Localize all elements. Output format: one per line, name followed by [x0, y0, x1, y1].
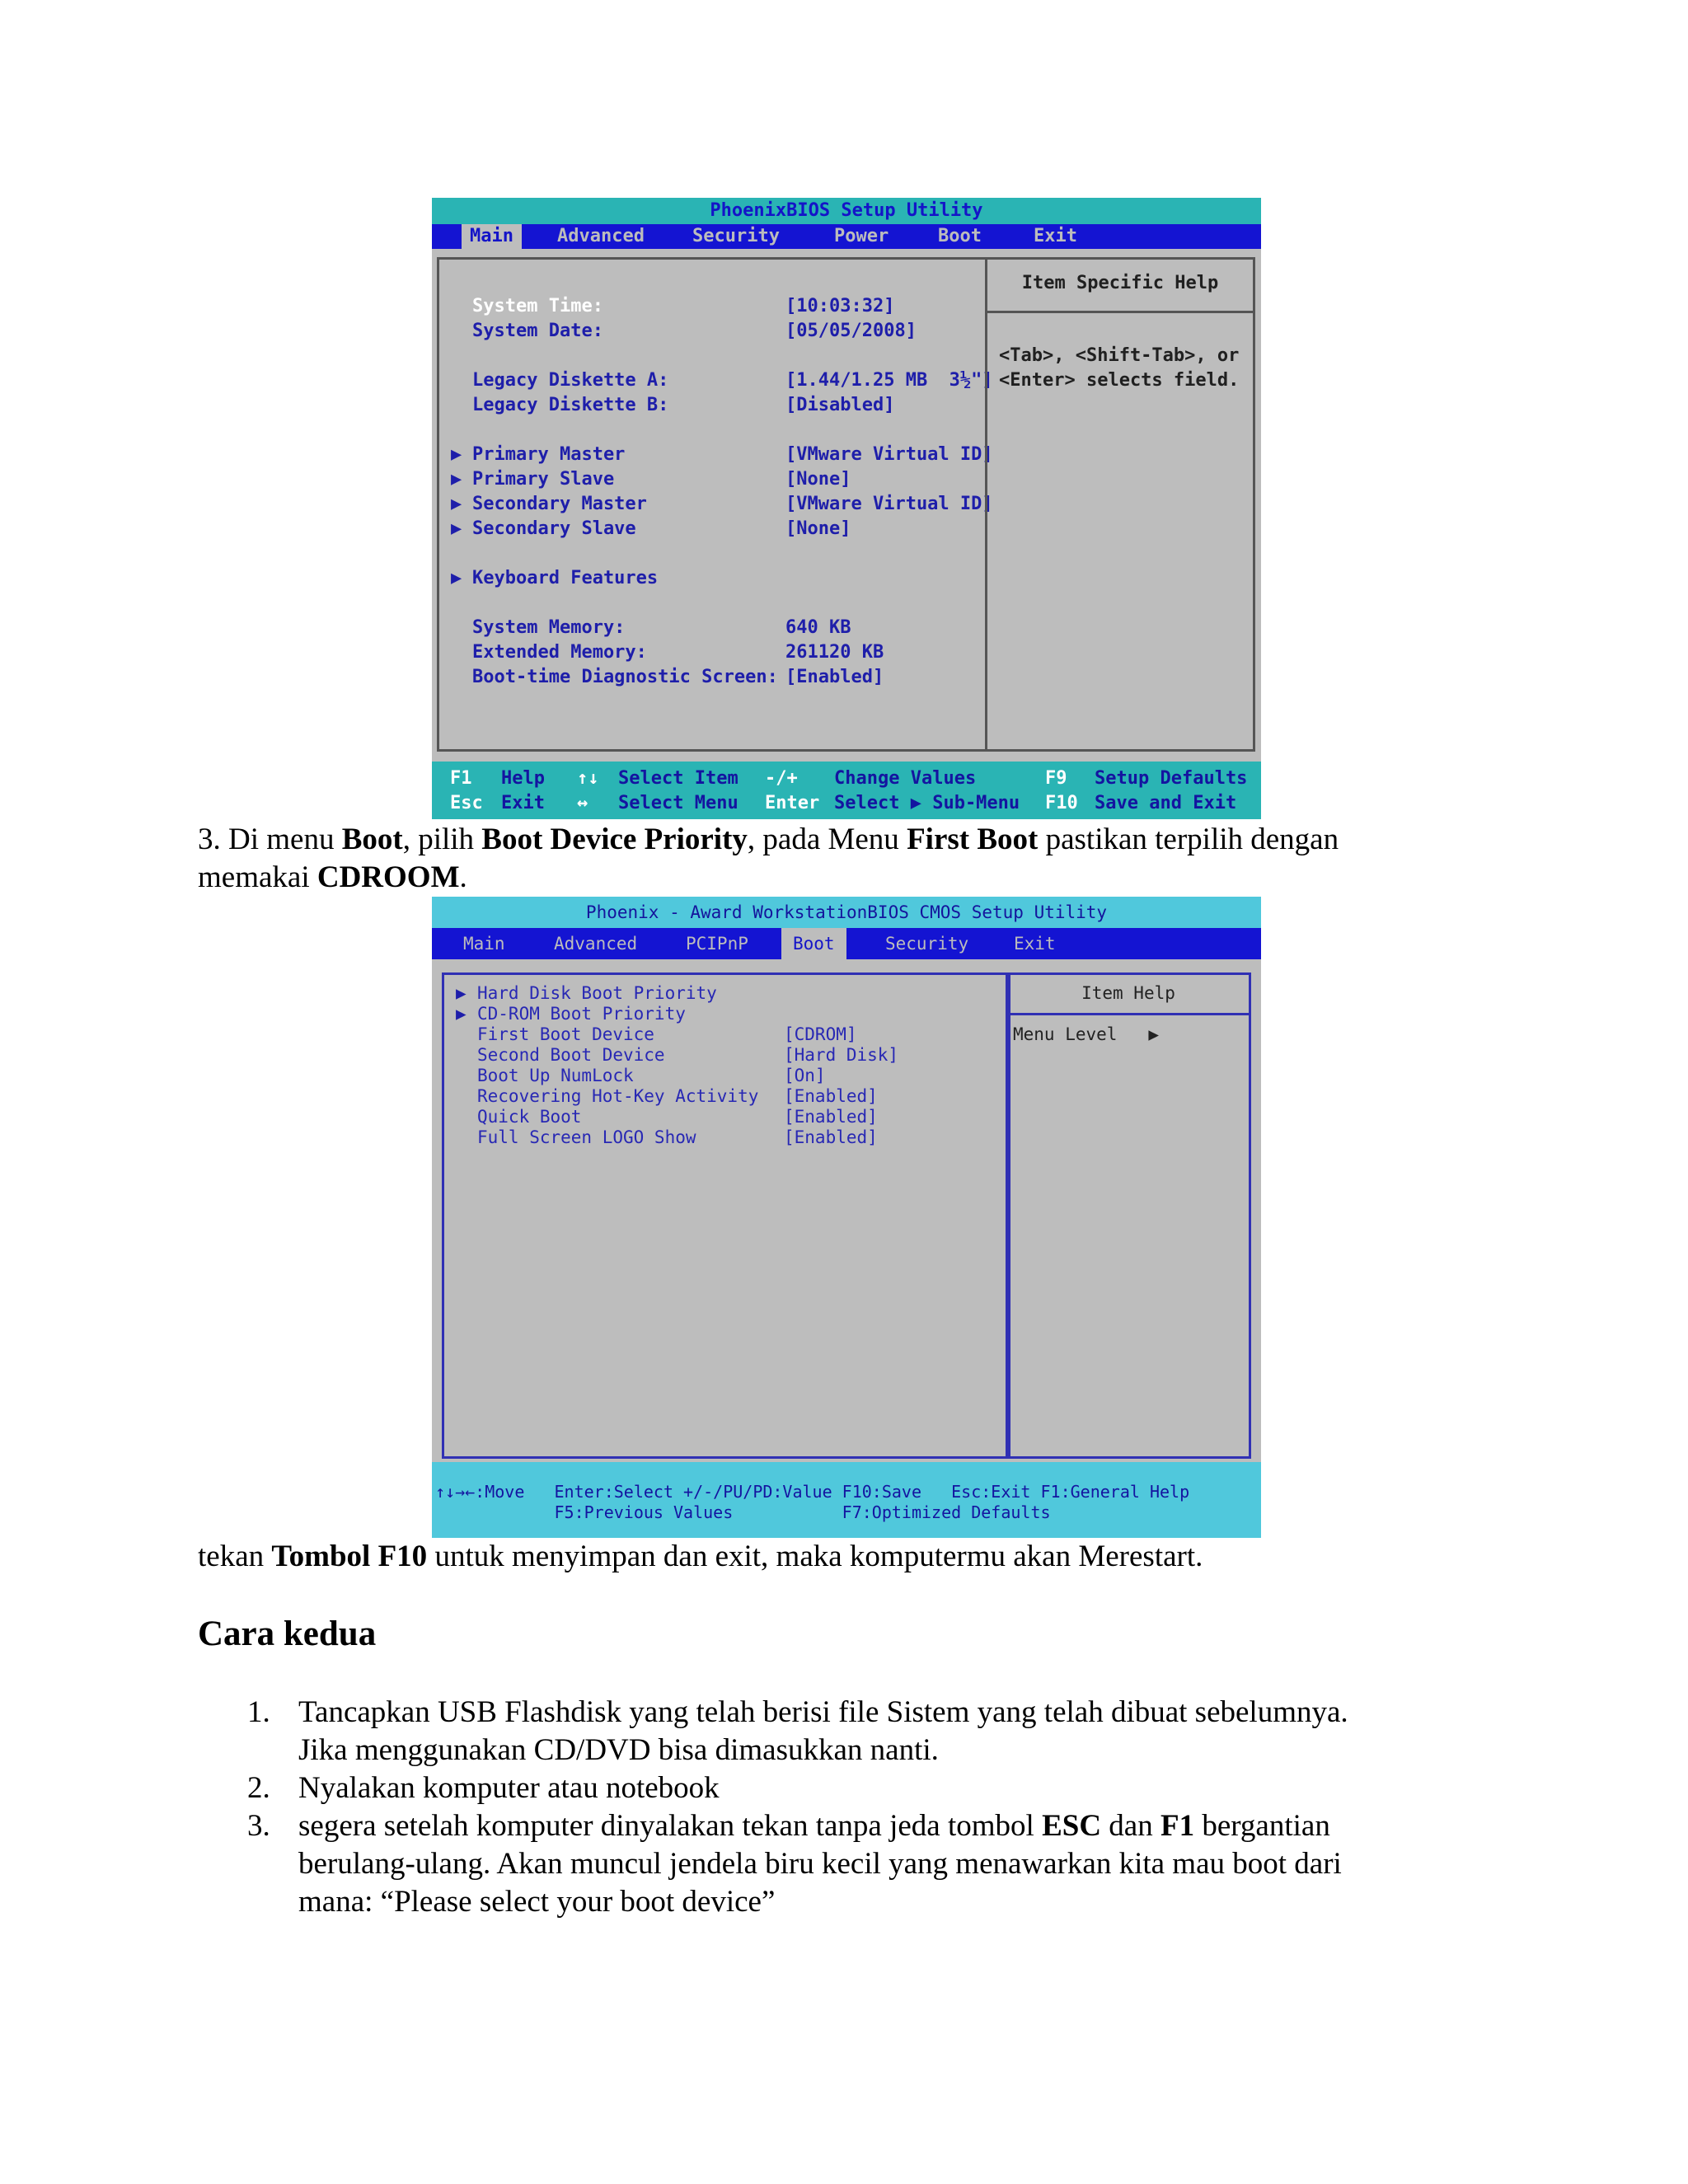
help-text: <Tab>, <Shift-Tab>, or: [999, 345, 1240, 366]
bios-footer: [432, 762, 1261, 819]
submenu-arrow-icon: ▶: [451, 494, 462, 514]
text: untuk menyimpan dan exit, maka komputermu akan Merestart.: [427, 1540, 1203, 1573]
setting-label: Full Screen LOGO Show: [477, 1127, 696, 1147]
setting-label: Primary Master: [472, 444, 626, 465]
list-number: 3.: [247, 1809, 270, 1843]
footer-key: ↔: [577, 793, 588, 813]
footer-key: F10: [1045, 793, 1078, 813]
setting-value: [Enabled]: [784, 1127, 878, 1147]
instruction-line: [198, 859, 1517, 897]
footer-key: F1: [450, 768, 472, 789]
bold-text: Tombol F10: [271, 1540, 428, 1573]
bios-settings-panel: [442, 972, 1010, 1459]
bios-menu-exit: Exit: [1014, 934, 1056, 954]
list-item: [247, 1807, 1566, 1921]
footer-key: ↑↓: [577, 768, 599, 789]
setting-label: Legacy Diskette B:: [472, 395, 669, 415]
steps-list: [247, 1694, 1566, 1921]
setting-label: First Boot Device: [477, 1024, 654, 1044]
instruction-paragraph: [198, 1538, 1517, 1576]
text-line: Tancapkan USB Flashdisk yang telah berisi file Sistem yang telah dibuat sebelumnya.: [298, 1695, 1348, 1729]
list-number: 1.: [247, 1695, 270, 1729]
section-heading: Cara kedua: [198, 1615, 377, 1653]
bios-menu-main: Main: [462, 224, 522, 249]
bios-menu-boot: Boot: [781, 928, 846, 959]
setting-label: System Memory:: [472, 617, 626, 638]
bios-menu-exit: Exit: [1034, 226, 1077, 246]
text-line: berulang-ulang. Akan muncul jendela biru kecil yang menawarkan kita mau boot dari: [298, 1847, 1342, 1881]
text-line: Nyalakan komputer atau notebook: [298, 1771, 720, 1805]
setting-label: Recovering Hot-Key Activity: [477, 1086, 759, 1106]
bios-settings-panel: [437, 257, 993, 752]
bios-menu-advanced: Advanced: [554, 934, 638, 954]
setting-value: [None]: [785, 469, 851, 490]
text: pastikan terpilih dengan: [1038, 823, 1339, 856]
setting-label: System Date:: [472, 321, 603, 341]
bold-text: Boot Device Priority: [481, 823, 748, 856]
setting-value: [None]: [785, 518, 851, 539]
footer-line: F5:Previous Values F7:Optimized Defaults: [435, 1502, 1051, 1522]
text: dan: [1101, 1809, 1160, 1843]
footer-key: Esc: [450, 793, 483, 813]
text-line: Jika menggunakan CD/DVD bisa dimasukkan nanti.: [298, 1733, 939, 1767]
setting-value: [Enabled]: [785, 667, 884, 687]
footer-text: Change Values: [834, 768, 977, 789]
bios-menu-security: Security: [885, 934, 969, 954]
help-divider: [987, 311, 1253, 313]
instruction-paragraph: [198, 821, 1517, 897]
bios-title: Phoenix - Award WorkstationBIOS CMOS Setup Utility: [432, 897, 1261, 928]
footer-text: Help: [501, 768, 545, 789]
text-line: mana: “Please select your boot device”: [298, 1885, 776, 1919]
setting-label: Quick Boot: [477, 1107, 582, 1127]
list-item: [247, 1769, 1566, 1807]
bios-screenshot-award: [432, 897, 1261, 1538]
bios-menu-power: Power: [834, 226, 889, 246]
text: 3. Di menu: [198, 823, 342, 856]
bios-help-panel: [1006, 972, 1251, 1459]
list-item: [247, 1694, 1566, 1769]
bold-text: Boot: [341, 823, 403, 856]
list-item-text: [298, 1694, 1348, 1769]
setting-label: System Time:: [472, 296, 603, 316]
bios-footer: [432, 1462, 1261, 1538]
footer-key: Enter: [765, 793, 820, 813]
setting-label: Secondary Slave: [472, 518, 636, 539]
text: segera setelah komputer dinyalakan tekan tanpa jeda tombol: [298, 1809, 1043, 1843]
setting-value: [1.44/1.25 MB 3½"]: [785, 370, 993, 391]
footer-text: Setup Defaults: [1095, 768, 1248, 789]
bios-menu-advanced: Advanced: [557, 226, 645, 246]
bios-menu-bar: [432, 928, 1261, 959]
setting-label: Legacy Diskette A:: [472, 370, 669, 391]
text-line: [298, 1807, 1342, 1845]
help-divider: [1008, 1013, 1249, 1015]
text: .: [459, 860, 467, 894]
list-item-text: [298, 1807, 1342, 1921]
list-number: 2.: [247, 1771, 270, 1805]
setting-label: CD-ROM Boot Priority: [477, 1004, 686, 1024]
text: , pada Menu: [747, 823, 907, 856]
submenu-arrow-icon: ▶: [456, 1004, 467, 1024]
bios-screenshot-phoenix: [432, 198, 1261, 819]
submenu-arrow-icon: ▶: [451, 444, 462, 465]
setting-value: [VMware Virtual ID]: [785, 444, 993, 465]
bold-text: F1: [1160, 1809, 1195, 1843]
help-text: Menu Level ▶: [1013, 1024, 1160, 1044]
bios-menu-bar: [432, 224, 1261, 249]
list-item-text: [298, 1769, 720, 1807]
footer-text: Exit: [501, 793, 545, 813]
bold-text: First Boot: [907, 823, 1039, 856]
footer-text: Select Item: [618, 768, 738, 789]
bios-title: PhoenixBIOS Setup Utility: [432, 198, 1261, 224]
setting-value: [Disabled]: [785, 395, 895, 415]
bios-help-panel: [985, 257, 1255, 752]
text: tekan: [198, 1540, 272, 1573]
footer-text: Select ▶ Sub-Menu: [834, 793, 1020, 813]
text: , pilih: [402, 823, 482, 856]
setting-value: [On]: [784, 1066, 826, 1085]
setting-label: Boot-time Diagnostic Screen:: [472, 667, 778, 687]
submenu-arrow-icon: ▶: [451, 568, 462, 588]
bios-menu-security: Security: [692, 226, 780, 246]
setting-value: [Enabled]: [784, 1086, 878, 1106]
setting-value: 261120 KB: [785, 642, 884, 663]
text: bergantian: [1194, 1809, 1330, 1843]
help-title: Item Help: [1081, 983, 1175, 1003]
setting-value: [CDROM]: [784, 1024, 857, 1044]
setting-value: [10:03:32]: [785, 296, 895, 316]
submenu-arrow-icon: ▶: [451, 469, 462, 490]
setting-value: 640 KB: [785, 617, 851, 638]
help-text: <Enter> selects field.: [999, 370, 1240, 391]
bold-text: ESC: [1042, 1809, 1102, 1843]
footer-text: Save and Exit: [1095, 793, 1237, 813]
setting-label: Keyboard Features: [472, 568, 659, 588]
bold-text: CDROOM: [316, 860, 460, 894]
footer-key: -/+: [765, 768, 798, 789]
setting-label: Second Boot Device: [477, 1045, 665, 1065]
footer-line: ↑↓→←:Move Enter:Select +/-/PU/PD:Value F10:Save Esc:Exit F1:General Help: [435, 1482, 1190, 1502]
setting-value: [05/05/2008]: [785, 321, 917, 341]
setting-label: Secondary Master: [472, 494, 647, 514]
help-title: Item Specific Help: [1021, 273, 1219, 293]
setting-value: [Hard Disk]: [784, 1045, 899, 1065]
setting-value: [VMware Virtual ID]: [785, 494, 993, 514]
submenu-arrow-icon: ▶: [456, 983, 467, 1003]
setting-label: Boot Up NumLock: [477, 1066, 634, 1085]
setting-value: [Enabled]: [784, 1107, 878, 1127]
setting-label: Extended Memory:: [472, 642, 647, 663]
bios-menu-main: Main: [463, 934, 505, 954]
footer-key: F9: [1045, 768, 1067, 789]
footer-text: Select Menu: [618, 793, 738, 813]
bios-menu-pcipnp: PCIPnP: [686, 934, 748, 954]
setting-label: Hard Disk Boot Priority: [477, 983, 717, 1003]
instruction-line: [198, 821, 1517, 859]
text: memakai: [198, 860, 317, 894]
setting-label: Primary Slave: [472, 469, 615, 490]
bios-menu-boot: Boot: [938, 226, 982, 246]
submenu-arrow-icon: ▶: [451, 518, 462, 539]
